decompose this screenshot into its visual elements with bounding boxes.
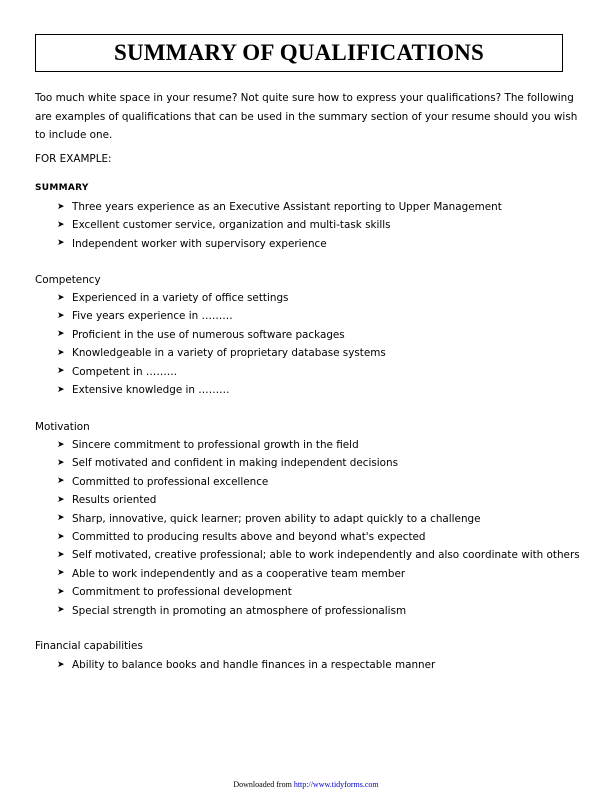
list-item xyxy=(57,528,580,546)
arrowhead-bullet-icon: ➤ xyxy=(57,568,65,579)
intro-paragraph: Too much white space in your resume? Not quite sure how to express your qualifications? The following are examples of qualifications that can be used in the summary section of your resume should you wish to include one. xyxy=(35,92,578,141)
list-item xyxy=(57,307,386,325)
arrowhead-bullet-icon: ➤ xyxy=(57,586,65,597)
list-item-text: Ability to balance books and handle finances in a respectable manner xyxy=(72,659,436,671)
summary-list xyxy=(57,198,502,253)
motivation-list xyxy=(57,436,580,620)
list-item xyxy=(57,491,580,509)
arrowhead-bullet-icon: ➤ xyxy=(57,494,65,505)
list-item xyxy=(57,363,386,381)
list-item-text: Sharp, innovative, quick learner; proven ability to adapt quickly to a challenge xyxy=(72,512,481,525)
list-item xyxy=(57,546,580,564)
list-item-text: Extensive knowledge in ……… xyxy=(72,383,230,396)
arrowhead-bullet-icon: ➤ xyxy=(57,329,65,340)
list-item-text: Special strength in promoting an atmosphere of professionalism xyxy=(72,604,407,617)
arrowhead-bullet-icon: ➤ xyxy=(57,550,65,561)
arrowhead-bullet-icon: ➤ xyxy=(57,311,65,322)
arrowhead-bullet-icon: ➤ xyxy=(57,513,65,524)
arrowhead-bullet-icon: ➤ xyxy=(57,458,65,469)
page-title: SUMMARY OF QUALIFICATIONS xyxy=(113,40,485,65)
list-item-text: Committed to producing results above and beyond what's expected xyxy=(72,530,426,543)
arrowhead-bullet-icon: ➤ xyxy=(57,201,65,212)
list-item xyxy=(57,602,580,620)
list-item-text: Committed to professional excellence xyxy=(72,475,269,488)
list-item xyxy=(57,510,580,528)
arrowhead-bullet-icon: ➤ xyxy=(57,366,65,377)
list-item-text: Commitment to professional development xyxy=(72,586,292,599)
list-item xyxy=(57,235,502,253)
list-item xyxy=(57,381,386,399)
list-item xyxy=(57,216,502,234)
motivation-heading: Motivation xyxy=(35,421,90,433)
list-item-text: Three years experience as an Executive Assistant reporting to Upper Management xyxy=(72,201,502,213)
arrowhead-bullet-icon: ➤ xyxy=(57,439,65,450)
list-item xyxy=(57,656,435,674)
list-item-text: Self motivated and confident in making independent decisions xyxy=(72,457,399,470)
list-item-text: Knowledgeable in a variety of proprietary database systems xyxy=(72,347,386,360)
list-item xyxy=(57,289,386,307)
list-item-text: Able to work independently and as a cooperative team member xyxy=(72,567,406,580)
arrowhead-bullet-icon: ➤ xyxy=(57,659,65,670)
list-item-text: Results oriented xyxy=(72,494,157,507)
list-item-text: Competent in ……… xyxy=(72,365,178,378)
list-item-text: Sincere commitment to professional growth in the field xyxy=(72,439,359,451)
list-item xyxy=(57,565,580,583)
financial-heading: Financial capabilities xyxy=(35,640,143,652)
list-item-text: Proficient in the use of numerous software packages xyxy=(72,328,345,341)
arrowhead-bullet-icon: ➤ xyxy=(57,605,65,616)
footer xyxy=(0,780,612,789)
list-item xyxy=(57,436,580,454)
arrowhead-bullet-icon: ➤ xyxy=(57,531,65,542)
list-item xyxy=(57,344,386,362)
arrowhead-bullet-icon: ➤ xyxy=(57,238,65,249)
footer-prefix: Downloaded from xyxy=(233,780,292,789)
list-item-text: Five years experience in ……… xyxy=(72,310,233,323)
arrowhead-bullet-icon: ➤ xyxy=(57,292,65,303)
list-item xyxy=(57,473,580,491)
competency-heading: Competency xyxy=(35,274,101,286)
for-example-label: FOR EXAMPLE: xyxy=(35,153,112,165)
list-item xyxy=(57,454,580,472)
list-item-text: Experienced in a variety of office settings xyxy=(72,292,289,304)
competency-list xyxy=(57,289,386,399)
list-item-text: Self motivated, creative professional; able to work independently and also coordinate with others xyxy=(72,549,580,562)
arrowhead-bullet-icon: ➤ xyxy=(57,476,65,487)
summary-heading: SUMMARY xyxy=(35,183,89,193)
list-item xyxy=(57,326,386,344)
financial-list xyxy=(57,656,435,674)
arrowhead-bullet-icon: ➤ xyxy=(57,347,65,358)
list-item-text: Excellent customer service, organization and multi-task skills xyxy=(72,219,391,232)
arrowhead-bullet-icon: ➤ xyxy=(57,220,65,231)
footer-link[interactable]: http://www.tidyforms.com xyxy=(293,780,379,789)
title-box xyxy=(35,34,563,72)
arrowhead-bullet-icon: ➤ xyxy=(57,384,65,395)
list-item xyxy=(57,198,502,216)
list-item xyxy=(57,583,580,601)
list-item-text: Independent worker with supervisory experience xyxy=(72,237,327,250)
